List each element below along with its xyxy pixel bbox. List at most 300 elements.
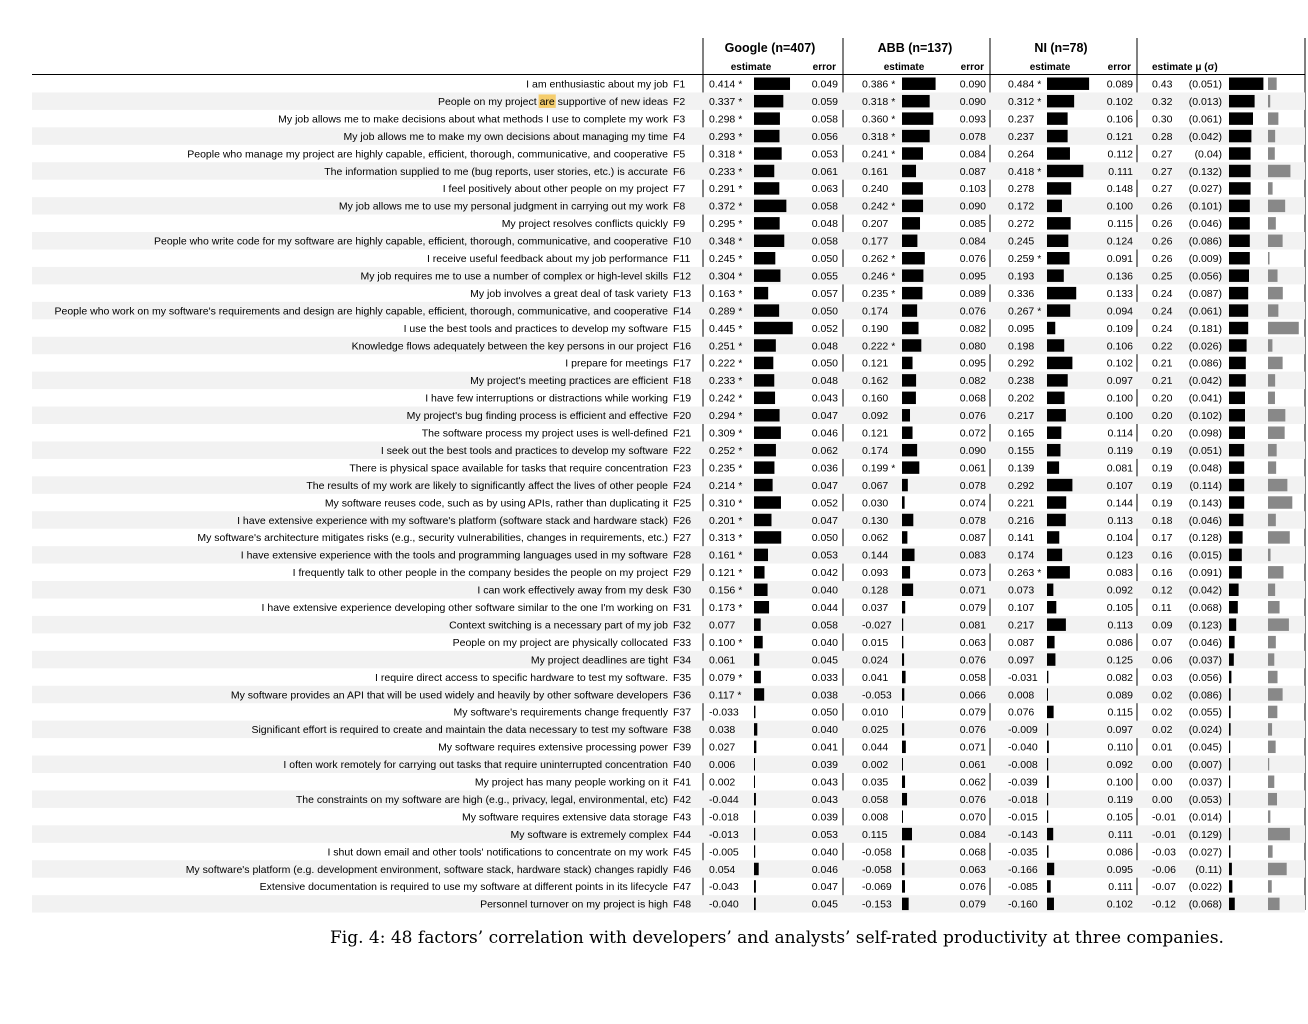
sigma-value: (0.091) bbox=[1188, 567, 1222, 580]
error-value: 0.040 bbox=[811, 584, 838, 597]
estimate-bar bbox=[754, 235, 784, 247]
mu-bar bbox=[1229, 357, 1246, 369]
sigma-value: (0.11) bbox=[1195, 863, 1222, 876]
error-value: 0.070 bbox=[959, 811, 986, 824]
error-value: 0.087 bbox=[959, 165, 986, 178]
sigma-value: (0.037) bbox=[1188, 654, 1222, 667]
factor-label: My project's bug finding process is efficient and effective bbox=[406, 410, 668, 423]
error-value: 0.076 bbox=[959, 410, 986, 423]
error-value: 0.040 bbox=[811, 636, 838, 649]
estimate-value: 0.095 bbox=[1008, 322, 1035, 335]
estimate-bar bbox=[1047, 287, 1076, 299]
estimate-bar bbox=[754, 112, 780, 124]
error-value: 0.089 bbox=[1106, 78, 1133, 91]
error-value: 0.100 bbox=[1106, 200, 1133, 213]
mu-bar bbox=[1229, 235, 1250, 247]
estimate-bar bbox=[754, 706, 755, 718]
estimate-bar bbox=[902, 392, 916, 404]
error-value: 0.093 bbox=[959, 113, 986, 126]
estimate-value: 0.087 bbox=[1008, 636, 1035, 649]
factor-label: I often work remotely for carrying out tasks that require uninterrupted concentration bbox=[283, 759, 668, 772]
sigma-value: (0.046) bbox=[1188, 218, 1222, 231]
factor-label: People who work on my software's requirements and design are highly capable, efficient, thorough, communicative, and cooperative bbox=[54, 305, 668, 318]
error-value: 0.097 bbox=[1106, 375, 1133, 388]
error-value: 0.053 bbox=[811, 549, 838, 562]
sigma-bar bbox=[1268, 810, 1270, 822]
error-value: 0.148 bbox=[1106, 183, 1133, 196]
error-value: 0.084 bbox=[959, 148, 986, 161]
estimate-bar bbox=[902, 549, 915, 561]
mu-value: 0.27 bbox=[1152, 148, 1173, 161]
mu-value: 0.19 bbox=[1152, 497, 1173, 510]
estimate-bar bbox=[1047, 531, 1059, 543]
error-value: 0.100 bbox=[1106, 410, 1133, 423]
sigma-bar bbox=[1268, 427, 1285, 439]
mu-bar bbox=[1229, 531, 1243, 543]
estimate-bar bbox=[902, 863, 905, 875]
error-value: 0.095 bbox=[959, 270, 986, 283]
mu-bar bbox=[1229, 479, 1244, 491]
error-value: 0.082 bbox=[959, 322, 986, 335]
sigma-bar bbox=[1268, 758, 1269, 770]
estimate-bar bbox=[902, 653, 904, 665]
estimate-bar bbox=[754, 444, 776, 456]
estimate-value: 0.294 * bbox=[709, 410, 743, 423]
mu-bar bbox=[1229, 496, 1244, 508]
error-value: 0.046 bbox=[811, 427, 838, 440]
error-value: 0.087 bbox=[959, 532, 986, 545]
sigma-bar bbox=[1268, 496, 1292, 508]
estimate-bar bbox=[902, 810, 903, 822]
factor-id: F3 bbox=[673, 113, 686, 126]
error-value: 0.071 bbox=[959, 741, 986, 754]
error-value: 0.040 bbox=[811, 846, 838, 859]
estimate-value: 0.073 bbox=[1008, 584, 1035, 597]
estimate-bar bbox=[754, 479, 773, 491]
estimate-bar bbox=[1047, 269, 1064, 281]
estimate-bar bbox=[1047, 601, 1056, 613]
factor-id: F22 bbox=[673, 444, 692, 457]
mu-value: 0.26 bbox=[1152, 218, 1173, 231]
factor-id: F6 bbox=[673, 165, 686, 178]
error-value: 0.092 bbox=[1106, 759, 1133, 772]
mu-bar bbox=[1229, 566, 1242, 578]
estimate-value: -0.035 bbox=[1008, 846, 1038, 859]
error-value: 0.050 bbox=[811, 706, 838, 719]
mu-bar bbox=[1229, 636, 1235, 648]
sigma-bar bbox=[1268, 828, 1290, 840]
sigma-value: (0.042) bbox=[1188, 130, 1222, 143]
mu-value: -0.01 bbox=[1152, 811, 1176, 824]
factor-id: F19 bbox=[673, 392, 692, 405]
mu-value: 0.24 bbox=[1152, 287, 1173, 300]
estimate-value: 0.058 bbox=[862, 793, 889, 806]
sigma-value: (0.045) bbox=[1188, 741, 1222, 754]
estimate-value: 0.313 * bbox=[709, 532, 743, 545]
error-value: 0.076 bbox=[959, 793, 986, 806]
sigma-bar bbox=[1268, 235, 1283, 247]
error-value: 0.082 bbox=[959, 375, 986, 388]
estimate-bar bbox=[1047, 723, 1048, 735]
error-value: 0.076 bbox=[959, 654, 986, 667]
mu-bar bbox=[1229, 793, 1230, 805]
sigma-bar bbox=[1268, 461, 1276, 473]
estimate-value: 0.336 bbox=[1008, 287, 1035, 300]
sigma-value: (0.098) bbox=[1188, 427, 1222, 440]
sigma-bar bbox=[1268, 618, 1289, 630]
mu-value: 0.17 bbox=[1152, 532, 1173, 545]
mu-bar bbox=[1229, 601, 1238, 613]
estimate-bar bbox=[754, 566, 765, 578]
error-value: 0.039 bbox=[811, 811, 838, 824]
estimate-bar bbox=[754, 357, 773, 369]
estimate-bar bbox=[1047, 339, 1064, 351]
estimate-bar bbox=[902, 217, 920, 229]
estimate-value: -0.027 bbox=[862, 619, 892, 632]
error-value: 0.112 bbox=[1107, 148, 1133, 161]
factor-id: F14 bbox=[673, 305, 692, 318]
sigma-bar bbox=[1268, 147, 1275, 159]
sigma-value: (0.056) bbox=[1188, 270, 1222, 283]
error-value: 0.104 bbox=[1106, 532, 1133, 545]
factor-id: F33 bbox=[673, 636, 692, 649]
factor-label: Context switching is a necessary part of my job bbox=[449, 619, 668, 632]
sigma-value: (0.026) bbox=[1188, 340, 1222, 353]
sigma-value: (0.051) bbox=[1188, 444, 1222, 457]
sigma-value: (0.087) bbox=[1188, 287, 1222, 300]
error-value: 0.043 bbox=[811, 392, 838, 405]
estimate-bar bbox=[1047, 392, 1065, 404]
estimate-value: -0.040 bbox=[1008, 741, 1038, 754]
mu-value: 0.20 bbox=[1152, 427, 1173, 440]
mu-bar bbox=[1229, 269, 1249, 281]
estimate-value: 0.163 * bbox=[709, 287, 743, 300]
estimate-bar bbox=[902, 706, 903, 718]
factor-id: F45 bbox=[673, 846, 692, 859]
estimate-bar bbox=[754, 898, 756, 910]
sigma-bar bbox=[1268, 339, 1272, 351]
estimate-value: 0.201 * bbox=[709, 514, 743, 527]
sigma-bar bbox=[1268, 78, 1277, 90]
error-value: 0.058 bbox=[811, 619, 838, 632]
factor-id: F31 bbox=[673, 602, 692, 615]
estimate-value: 0.238 bbox=[1008, 375, 1035, 388]
sigma-bar bbox=[1268, 671, 1278, 683]
sigma-bar bbox=[1268, 584, 1275, 596]
sigma-bar bbox=[1268, 549, 1271, 561]
factor-label: My software's requirements change frequently bbox=[453, 706, 668, 719]
error-value: 0.105 bbox=[1106, 602, 1133, 615]
sigma-value: (0.055) bbox=[1188, 706, 1222, 719]
estimate-bar bbox=[902, 776, 905, 788]
error-value: 0.115 bbox=[1107, 706, 1133, 719]
error-value: 0.055 bbox=[811, 270, 838, 283]
estimate-bar bbox=[1047, 776, 1049, 788]
estimate-bar bbox=[754, 671, 761, 683]
estimate-value: 0.216 bbox=[1008, 514, 1035, 527]
error-value: 0.121 bbox=[1106, 130, 1133, 143]
mu-value: 0.00 bbox=[1152, 776, 1173, 789]
sigma-value: (0.046) bbox=[1188, 636, 1222, 649]
factor-label: Extensive documentation is required to use my software at different points in its lifecycle bbox=[259, 881, 668, 894]
sigma-bar bbox=[1268, 531, 1290, 543]
estimate-value: -0.015 bbox=[1008, 811, 1038, 824]
estimate-value: 0.233 * bbox=[709, 375, 743, 388]
factor-label: There is physical space available for tasks that require concentration bbox=[349, 462, 668, 475]
sigma-value: (0.068) bbox=[1188, 898, 1222, 911]
sigma-value: (0.181) bbox=[1188, 322, 1222, 335]
company-header: NI (n=78) bbox=[1034, 41, 1088, 55]
mu-value: 0.21 bbox=[1152, 357, 1173, 370]
sigma-value: (0.022) bbox=[1188, 881, 1222, 894]
estimate-bar bbox=[902, 584, 913, 596]
sigma-value: (0.129) bbox=[1188, 828, 1222, 841]
estimate-bar bbox=[902, 374, 916, 386]
sigma-value: (0.007) bbox=[1188, 759, 1222, 772]
estimate-value: 0.024 bbox=[862, 654, 889, 667]
estimate-bar bbox=[754, 810, 755, 822]
error-value: 0.047 bbox=[811, 479, 838, 492]
mu-value: -0.12 bbox=[1152, 898, 1176, 911]
error-value: 0.068 bbox=[959, 392, 986, 405]
factor-label: People who manage my project are highly capable, efficient, thorough, communicative, and cooperative bbox=[187, 148, 668, 161]
estimate-bar bbox=[902, 741, 906, 753]
estimate-bar bbox=[902, 95, 930, 107]
estimate-value: -0.153 bbox=[862, 898, 892, 911]
estimate-value: 0.174 bbox=[1008, 549, 1035, 562]
factor-id: F24 bbox=[673, 479, 692, 492]
mu-value: 0.28 bbox=[1152, 130, 1173, 143]
estimate-bar bbox=[902, 287, 922, 299]
estimate-bar bbox=[1047, 828, 1053, 840]
mu-value: 0.43 bbox=[1152, 78, 1173, 91]
estimate-value: -0.085 bbox=[1008, 881, 1038, 894]
sigma-bar bbox=[1268, 566, 1283, 578]
sigma-value: (0.027) bbox=[1188, 846, 1222, 859]
error-value: 0.038 bbox=[811, 689, 838, 702]
estimate-value: -0.044 bbox=[709, 793, 739, 806]
error-value: 0.044 bbox=[811, 602, 838, 615]
mu-value: 0.30 bbox=[1152, 113, 1173, 126]
estimate-bar bbox=[1047, 810, 1048, 822]
estimate-bar bbox=[754, 304, 779, 316]
error-value: 0.133 bbox=[1106, 287, 1133, 300]
estimate-value: -0.039 bbox=[1008, 776, 1038, 789]
factor-id: F46 bbox=[673, 863, 692, 876]
error-value: 0.078 bbox=[959, 130, 986, 143]
error-value: 0.113 bbox=[1107, 514, 1133, 527]
factor-label: The information supplied to me (bug reports, user stories, etc.) is accurate bbox=[324, 165, 668, 178]
error-value: 0.071 bbox=[959, 584, 986, 597]
estimate-bar bbox=[902, 304, 917, 316]
factor-label: I have extensive experience with the tools and programming languages used in my software bbox=[240, 549, 668, 562]
estimate-bar bbox=[754, 147, 782, 159]
error-value: 0.125 bbox=[1106, 654, 1133, 667]
sigma-value: (0.04) bbox=[1194, 148, 1222, 161]
factor-label: My software's architecture mitigates risks (e.g., security vulnerabilities, changes in requirements, etc.) bbox=[197, 532, 668, 545]
error-value: 0.078 bbox=[959, 479, 986, 492]
estimate-bar bbox=[754, 130, 779, 142]
estimate-value: -0.009 bbox=[1008, 724, 1038, 737]
mu-value: 0.20 bbox=[1152, 392, 1173, 405]
estimate-value: 0.312 * bbox=[1008, 95, 1042, 108]
factor-label: My software's platform (e.g. development environment, software stack, hardware stack) changes rapidly bbox=[185, 863, 668, 876]
error-value: 0.076 bbox=[959, 305, 986, 318]
estimate-value: 0.162 bbox=[862, 375, 889, 388]
estimate-value: 0.008 bbox=[862, 811, 889, 824]
estimate-bar bbox=[754, 880, 756, 892]
estimate-bar bbox=[754, 618, 761, 630]
estimate-bar bbox=[754, 863, 759, 875]
estimate-value: 0.035 bbox=[862, 776, 889, 789]
error-value: 0.107 bbox=[1106, 479, 1133, 492]
estimate-value: 0.318 * bbox=[862, 95, 896, 108]
estimate-value: 0.237 bbox=[1008, 113, 1035, 126]
estimate-bar bbox=[902, 880, 905, 892]
estimate-bar bbox=[902, 479, 908, 491]
sigma-value: (0.143) bbox=[1188, 497, 1222, 510]
estimate-value: -0.053 bbox=[862, 689, 892, 702]
estimate-bar bbox=[1047, 461, 1059, 473]
estimate-bar bbox=[754, 636, 763, 648]
mu-value: -0.06 bbox=[1152, 863, 1176, 876]
error-value: 0.074 bbox=[959, 497, 986, 510]
sigma-value: (0.086) bbox=[1188, 235, 1222, 248]
estimate-value: 0.292 bbox=[1008, 479, 1035, 492]
mu-bar bbox=[1229, 392, 1245, 404]
estimate-value: 0.121 * bbox=[709, 567, 743, 580]
error-value: 0.076 bbox=[959, 724, 986, 737]
estimate-bar bbox=[902, 252, 925, 264]
estimate-value: 0.295 * bbox=[709, 218, 743, 231]
estimate-value: -0.069 bbox=[862, 881, 892, 894]
error-value: 0.050 bbox=[811, 532, 838, 545]
estimate-value: -0.013 bbox=[709, 828, 739, 841]
error-col-header: error bbox=[960, 62, 984, 73]
factor-label: I shut down email and other tools' notifications to concentrate on my work bbox=[327, 846, 668, 859]
mu-bar bbox=[1229, 845, 1230, 857]
mu-value: 0.11 bbox=[1152, 602, 1172, 615]
factor-id: F10 bbox=[673, 235, 692, 248]
estimate-value: 0.054 bbox=[709, 863, 736, 876]
sigma-bar bbox=[1268, 479, 1287, 491]
factor-id: F18 bbox=[673, 375, 692, 388]
factor-id: F32 bbox=[673, 619, 692, 632]
estimate-value: 0.251 * bbox=[709, 340, 743, 353]
sigma-bar bbox=[1268, 653, 1274, 665]
estimate-bar bbox=[1047, 374, 1068, 386]
estimate-bar bbox=[902, 235, 917, 247]
error-value: 0.050 bbox=[811, 305, 838, 318]
error-value: 0.076 bbox=[959, 881, 986, 894]
estimate-value: 0.337 * bbox=[709, 95, 743, 108]
mu-value: 0.26 bbox=[1152, 253, 1173, 266]
error-value: 0.106 bbox=[1106, 340, 1133, 353]
estimate-bar bbox=[1047, 200, 1062, 212]
mu-value: 0.12 bbox=[1152, 584, 1173, 597]
estimate-value: 0.037 bbox=[862, 602, 889, 615]
error-value: 0.089 bbox=[959, 287, 986, 300]
estimate-bar bbox=[754, 252, 775, 264]
mu-value: 0.25 bbox=[1152, 270, 1173, 283]
factor-id: F37 bbox=[673, 706, 692, 719]
estimate-bar bbox=[902, 601, 905, 613]
estimate-value: -0.018 bbox=[1008, 793, 1038, 806]
sigma-bar bbox=[1268, 793, 1277, 805]
mu-value: 0.19 bbox=[1152, 444, 1173, 457]
sigma-value: (0.027) bbox=[1188, 183, 1222, 196]
error-value: 0.058 bbox=[811, 113, 838, 126]
error-value: 0.119 bbox=[1107, 793, 1133, 806]
mu-bar bbox=[1229, 671, 1231, 683]
estimate-bar bbox=[902, 357, 913, 369]
error-value: 0.090 bbox=[959, 78, 986, 91]
estimate-value: 0.010 bbox=[862, 706, 889, 719]
estimate-value: 0.445 * bbox=[709, 322, 743, 335]
mu-value: 0.19 bbox=[1152, 462, 1173, 475]
factor-id: F41 bbox=[673, 776, 692, 789]
mu-value: 0.02 bbox=[1152, 706, 1173, 719]
estimate-value: 0.291 * bbox=[709, 183, 743, 196]
factor-label: My job allows me to use my personal judgment in carrying out my work bbox=[338, 200, 668, 213]
estimate-value: 0.121 bbox=[862, 427, 889, 440]
estimate-bar bbox=[754, 758, 755, 770]
error-value: 0.050 bbox=[811, 357, 838, 370]
sigma-bar bbox=[1268, 863, 1287, 875]
factor-id: F30 bbox=[673, 584, 692, 597]
estimate-value: 0.128 bbox=[862, 584, 889, 597]
error-value: 0.056 bbox=[811, 130, 838, 143]
estimate-bar bbox=[1047, 78, 1089, 90]
factor-label: I have few interruptions or distractions while working bbox=[425, 392, 668, 405]
estimate-bar bbox=[754, 322, 793, 334]
estimate-value: -0.018 bbox=[709, 811, 739, 824]
estimate-value: 0.214 * bbox=[709, 479, 743, 492]
estimate-value: -0.031 bbox=[1008, 671, 1038, 684]
mu-value: -0.07 bbox=[1152, 881, 1176, 894]
mu-bar bbox=[1229, 618, 1236, 630]
sigma-bar bbox=[1268, 409, 1285, 421]
factor-id: F17 bbox=[673, 357, 692, 370]
estimate-bar bbox=[754, 374, 774, 386]
sigma-bar bbox=[1268, 269, 1278, 281]
company-header: ABB (n=137) bbox=[877, 41, 953, 55]
estimate-value: 0.177 bbox=[862, 235, 889, 248]
factor-label: I have extensive experience developing other software similar to the one I'm working on bbox=[261, 602, 668, 615]
error-value: 0.048 bbox=[811, 218, 838, 231]
estimate-value: 0.242 * bbox=[862, 200, 896, 213]
mu-value: 0.03 bbox=[1152, 671, 1173, 684]
estimate-bar bbox=[754, 269, 780, 281]
estimate-bar bbox=[754, 723, 757, 735]
estimate-bar bbox=[902, 828, 912, 840]
estimate-value: 0.041 bbox=[862, 671, 889, 684]
mu-value: 0.22 bbox=[1152, 340, 1173, 353]
estimate-value: -0.143 bbox=[1008, 828, 1038, 841]
estimate-bar bbox=[902, 671, 906, 683]
sigma-bar bbox=[1268, 252, 1270, 264]
estimate-bar bbox=[754, 95, 783, 107]
estimate-value: 0.222 * bbox=[862, 340, 896, 353]
sigma-bar bbox=[1268, 601, 1280, 613]
estimate-value: 0.117 * bbox=[709, 689, 742, 702]
factor-label: I prepare for meetings bbox=[565, 357, 668, 370]
factor-id: F12 bbox=[673, 270, 692, 283]
error-value: 0.041 bbox=[811, 741, 838, 754]
sigma-value: (0.014) bbox=[1188, 811, 1222, 824]
factor-label: I require direct access to specific hardware to test my software. bbox=[375, 671, 668, 684]
factor-id: F16 bbox=[673, 340, 692, 353]
